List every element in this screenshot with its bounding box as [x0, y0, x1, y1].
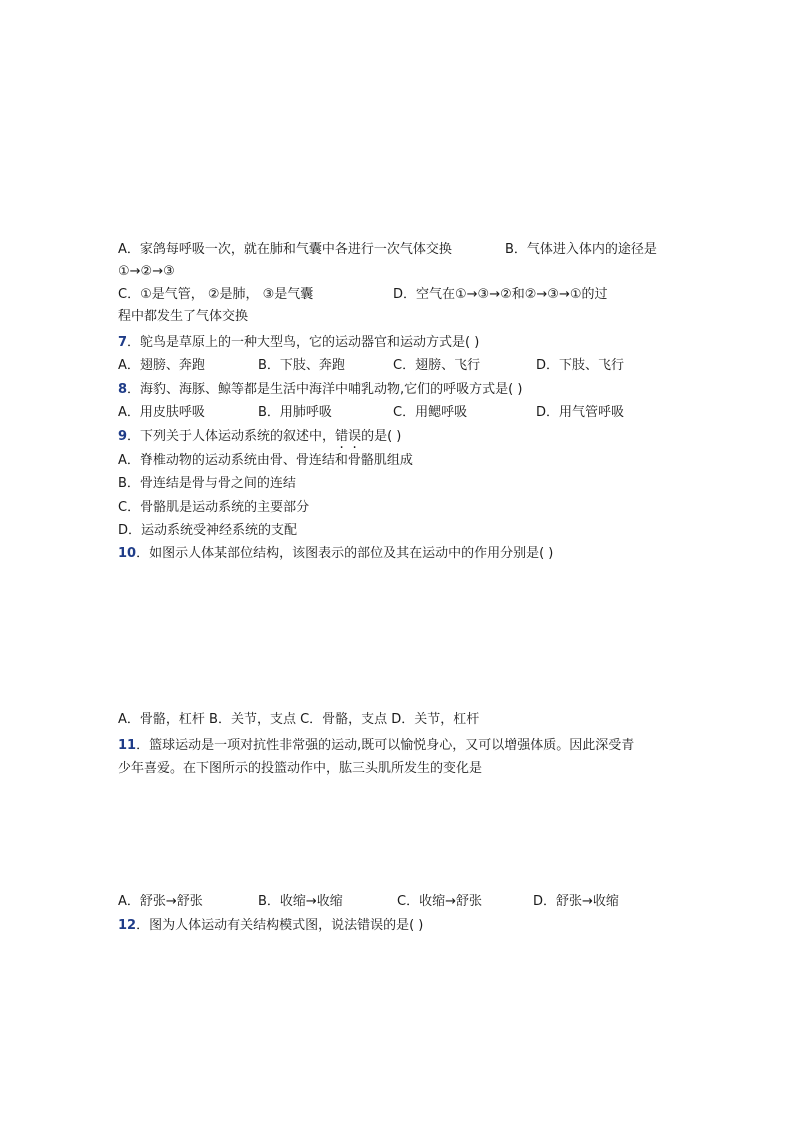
q12-stem [118, 916, 423, 936]
q10-text: ．如图示人体某部位结构，该图表示的部位及其在运动中的作用分别是( ) [136, 546, 554, 561]
q9-option-a: A．脊椎动物的运动系统由骨、骨连结和骨骼肌组成 [118, 453, 413, 468]
q12-text: ．图为人体运动有关结构模式图，说法错误的是( ) [136, 918, 424, 933]
q9-emphasis-2: 误 [348, 429, 362, 444]
q8-option-c: C．用鳃呼吸 [393, 405, 468, 420]
q8-number: 8 [118, 382, 128, 397]
q11-option-a: A．舒张→舒张 [118, 894, 203, 909]
q11-text: ．篮球运动是一项对抗性非常强的运动,既可以愉悦身心，又可以增强体质。因此深受青 [136, 738, 635, 753]
q12-number: 12 [118, 918, 137, 933]
q11-option-c: C．收缩→舒张 [397, 894, 482, 909]
q6-option-b: B．气体进入体内的途径是 [505, 242, 657, 257]
q9-stem [118, 427, 401, 447]
q10-number: 10 [118, 546, 137, 561]
q7-option-c: C．翅膀、飞行 [393, 358, 481, 373]
q8-option-b: B．用肺呼吸 [258, 405, 332, 420]
q6-option-b-cont: ①→②→③ [118, 264, 175, 279]
q9-option-c: C．骨骼肌是运动系统的主要部分 [118, 500, 310, 515]
q6-option-d: D．空气在①→③→②和②→③→①的过 [393, 287, 608, 302]
q8-option-a: A．用皮肤呼吸 [118, 405, 205, 420]
q7-stem [118, 333, 479, 353]
q11-number: 11 [118, 738, 137, 753]
q9-text-post: 的是( ) [361, 429, 402, 444]
q6-option-a: A．家鸽每呼吸一次，就在肺和气囊中各进行一次气体交换 [118, 242, 452, 257]
q11-figure-area [118, 785, 678, 885]
q6-option-c: C．①是气管， ②是肺， ③是气囊 [118, 287, 314, 302]
q8-text: ．海豹、海豚、鲸等都是生活中海洋中哺乳动物,它们的呼吸方式是( ) [127, 382, 523, 397]
q11-stem-cont: 少年喜爱。在下图所示的投篮动作中，肱三头肌所发生的变化是 [118, 761, 483, 776]
q10-stem [118, 544, 553, 564]
q9-option-b: B．骨连结是骨与骨之间的连结 [118, 476, 296, 491]
q8-stem [118, 380, 522, 400]
q7-option-a: A．翅膀、奔跑 [118, 358, 205, 373]
q8-option-d: D．用气管呼吸 [536, 405, 625, 420]
q10-figure-area [118, 570, 678, 700]
q11-stem [118, 736, 634, 756]
q9-text-pre: ．下列关于人体运动系统的叙述中， [127, 429, 336, 444]
q11-option-b: B．收缩→收缩 [258, 894, 343, 909]
q7-number: 7 [118, 335, 128, 350]
q9-number: 9 [118, 429, 128, 444]
q7-option-b: B．下肢、奔跑 [258, 358, 345, 373]
q7-text: ．鸵鸟是草原上的一种大型鸟，它的运动器官和运动方式是( ) [127, 335, 480, 350]
q6-option-d-cont: 程中都发生了气体交换 [118, 309, 249, 324]
q11-option-d: D．舒张→收缩 [533, 894, 619, 909]
q9-option-d: D．运动系统受神经系统的支配 [118, 523, 298, 538]
q10-options: A．骨骼，杠杆 B．关节，支点 C．骨骼，支点 D．关节，杠杆 [118, 712, 480, 727]
q9-emphasis-1: 错 [335, 429, 349, 444]
q7-option-d: D．下肢、飞行 [536, 358, 625, 373]
